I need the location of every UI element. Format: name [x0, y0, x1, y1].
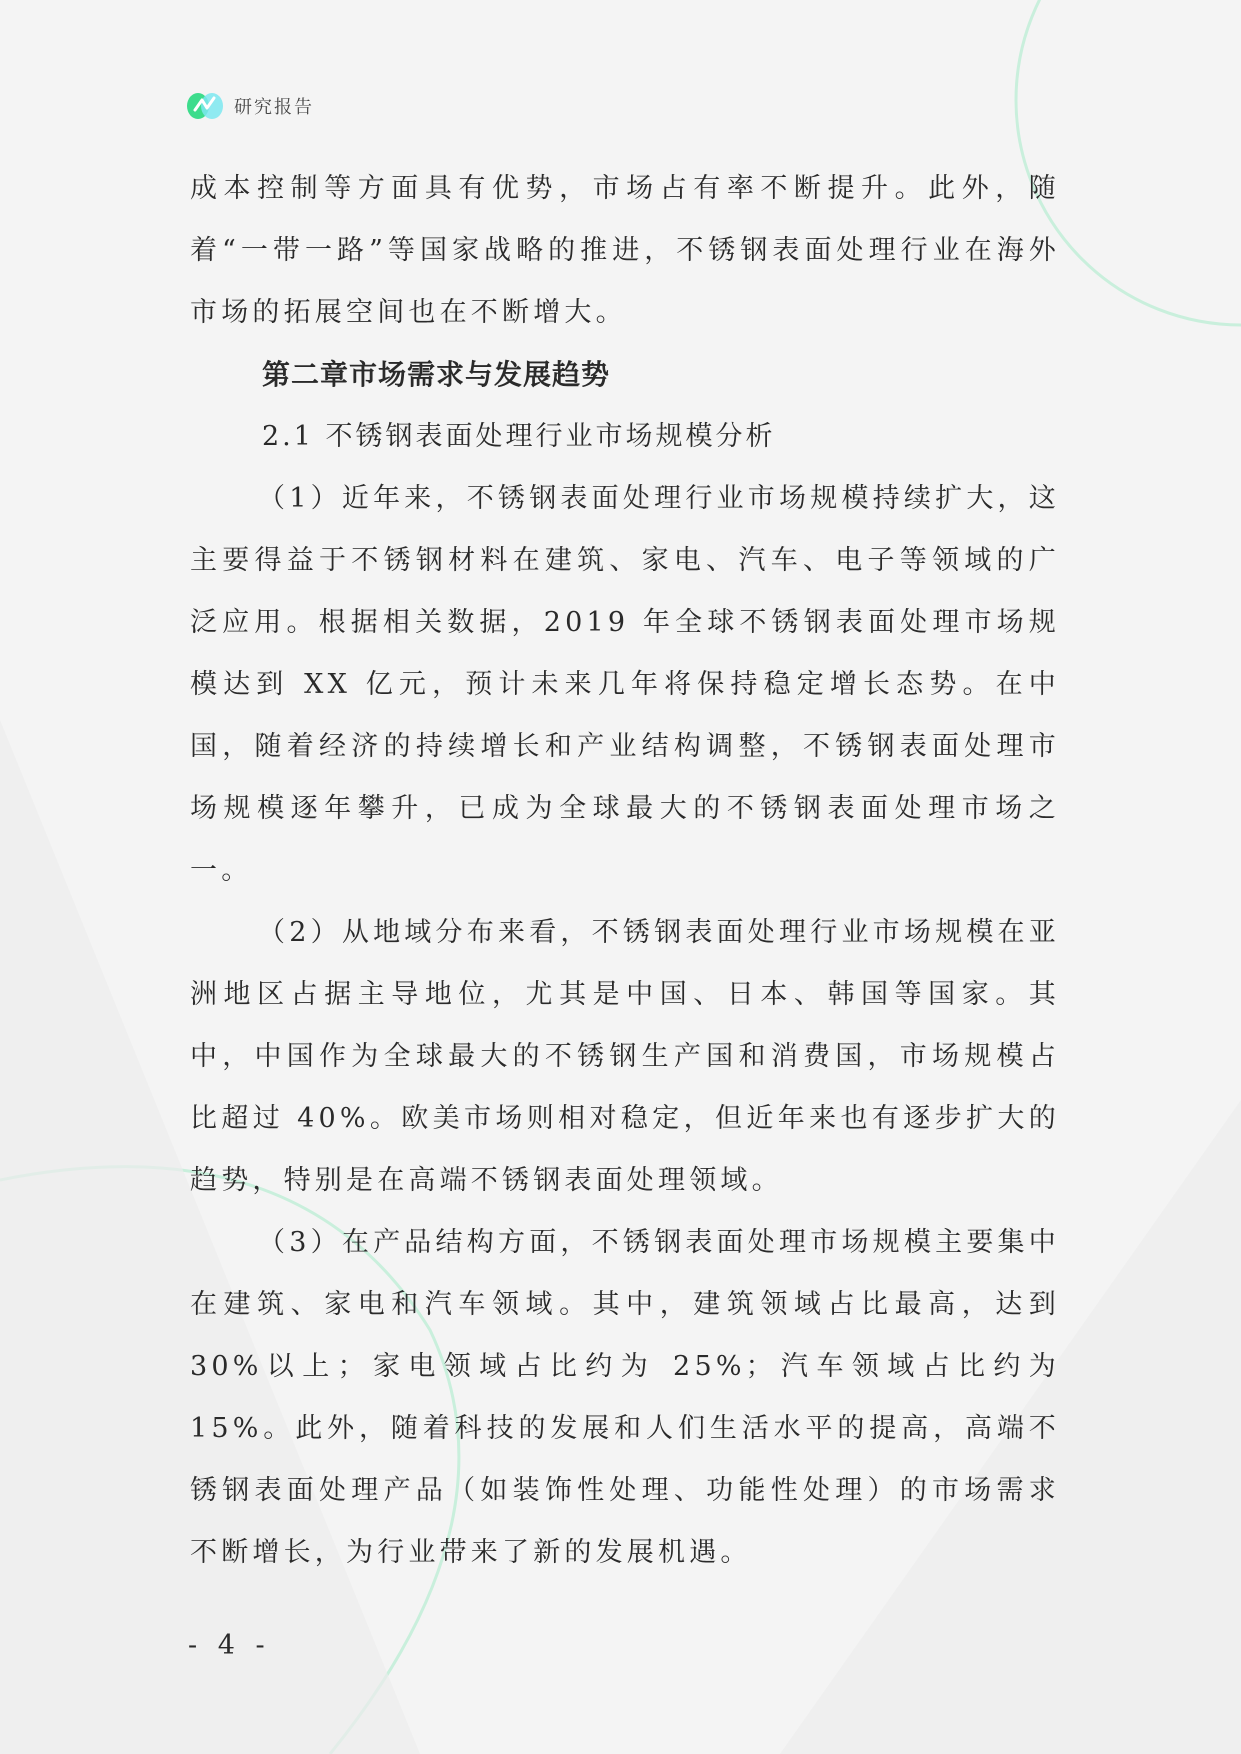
- document-body: [190, 158, 1060, 1584]
- paragraph-2: （2）从地域分布来看，不锈钢表面处理行业市场规模在亚洲地区占据主导地位，尤其是中国、日本、韩国等国家。其中，中国作为全球最大的不锈钢生产国和消费国，市场规模占比超过 40%。欧美市场则相对稳定，但近年来也有逐步扩大的趋势，特别是在高端不锈钢表面处理领域。: [190, 917, 1060, 1196]
- paragraph-1: （1）近年来，不锈钢表面处理行业市场规模持续扩大，这主要得益于不锈钢材料在建筑、家电、汽车、电子等领域的广泛应用。根据相关数据，2019 年全球不锈钢表面处理市场规模达到 XX 亿元，预计未来几年将保持稳定增长态势。在中国，随着经济的持续增长和产业结构调整，不锈钢表面处理市场规模逐年攀升，已成为全球最大的不锈钢表面处理市场之一。: [190, 483, 1060, 886]
- section-heading: 2.1 不锈钢表面处理行业市场规模分析: [262, 421, 776, 452]
- page-header: [186, 88, 314, 124]
- page-number: - 4 -: [188, 1630, 271, 1661]
- header-title: 研究报告: [234, 97, 314, 118]
- brand-logo-icon: [186, 88, 224, 124]
- intro-paragraph: 成本控制等方面具有优势，市场占有率不断提升。此外，随着“一带一路”等国家战略的推进，不锈钢表面处理行业在海外市场的拓展空间也在不断增大。: [190, 173, 1060, 328]
- paragraph-3: （3）在产品结构方面，不锈钢表面处理市场规模主要集中在建筑、家电和汽车领域。其中，建筑领域占比最高，达到 30%以上；家电领域占比约为 25%；汽车领域占比约为 15%。此外，随着科技的发展和人们生活水平的提高，高端不锈钢表面处理产品（如装饰性处理、功能性处理）的市场需求不断增长，为行业带来了新的发展机遇。: [190, 1227, 1060, 1568]
- chapter-heading: 第二章市场需求与发展趋势: [262, 358, 611, 391]
